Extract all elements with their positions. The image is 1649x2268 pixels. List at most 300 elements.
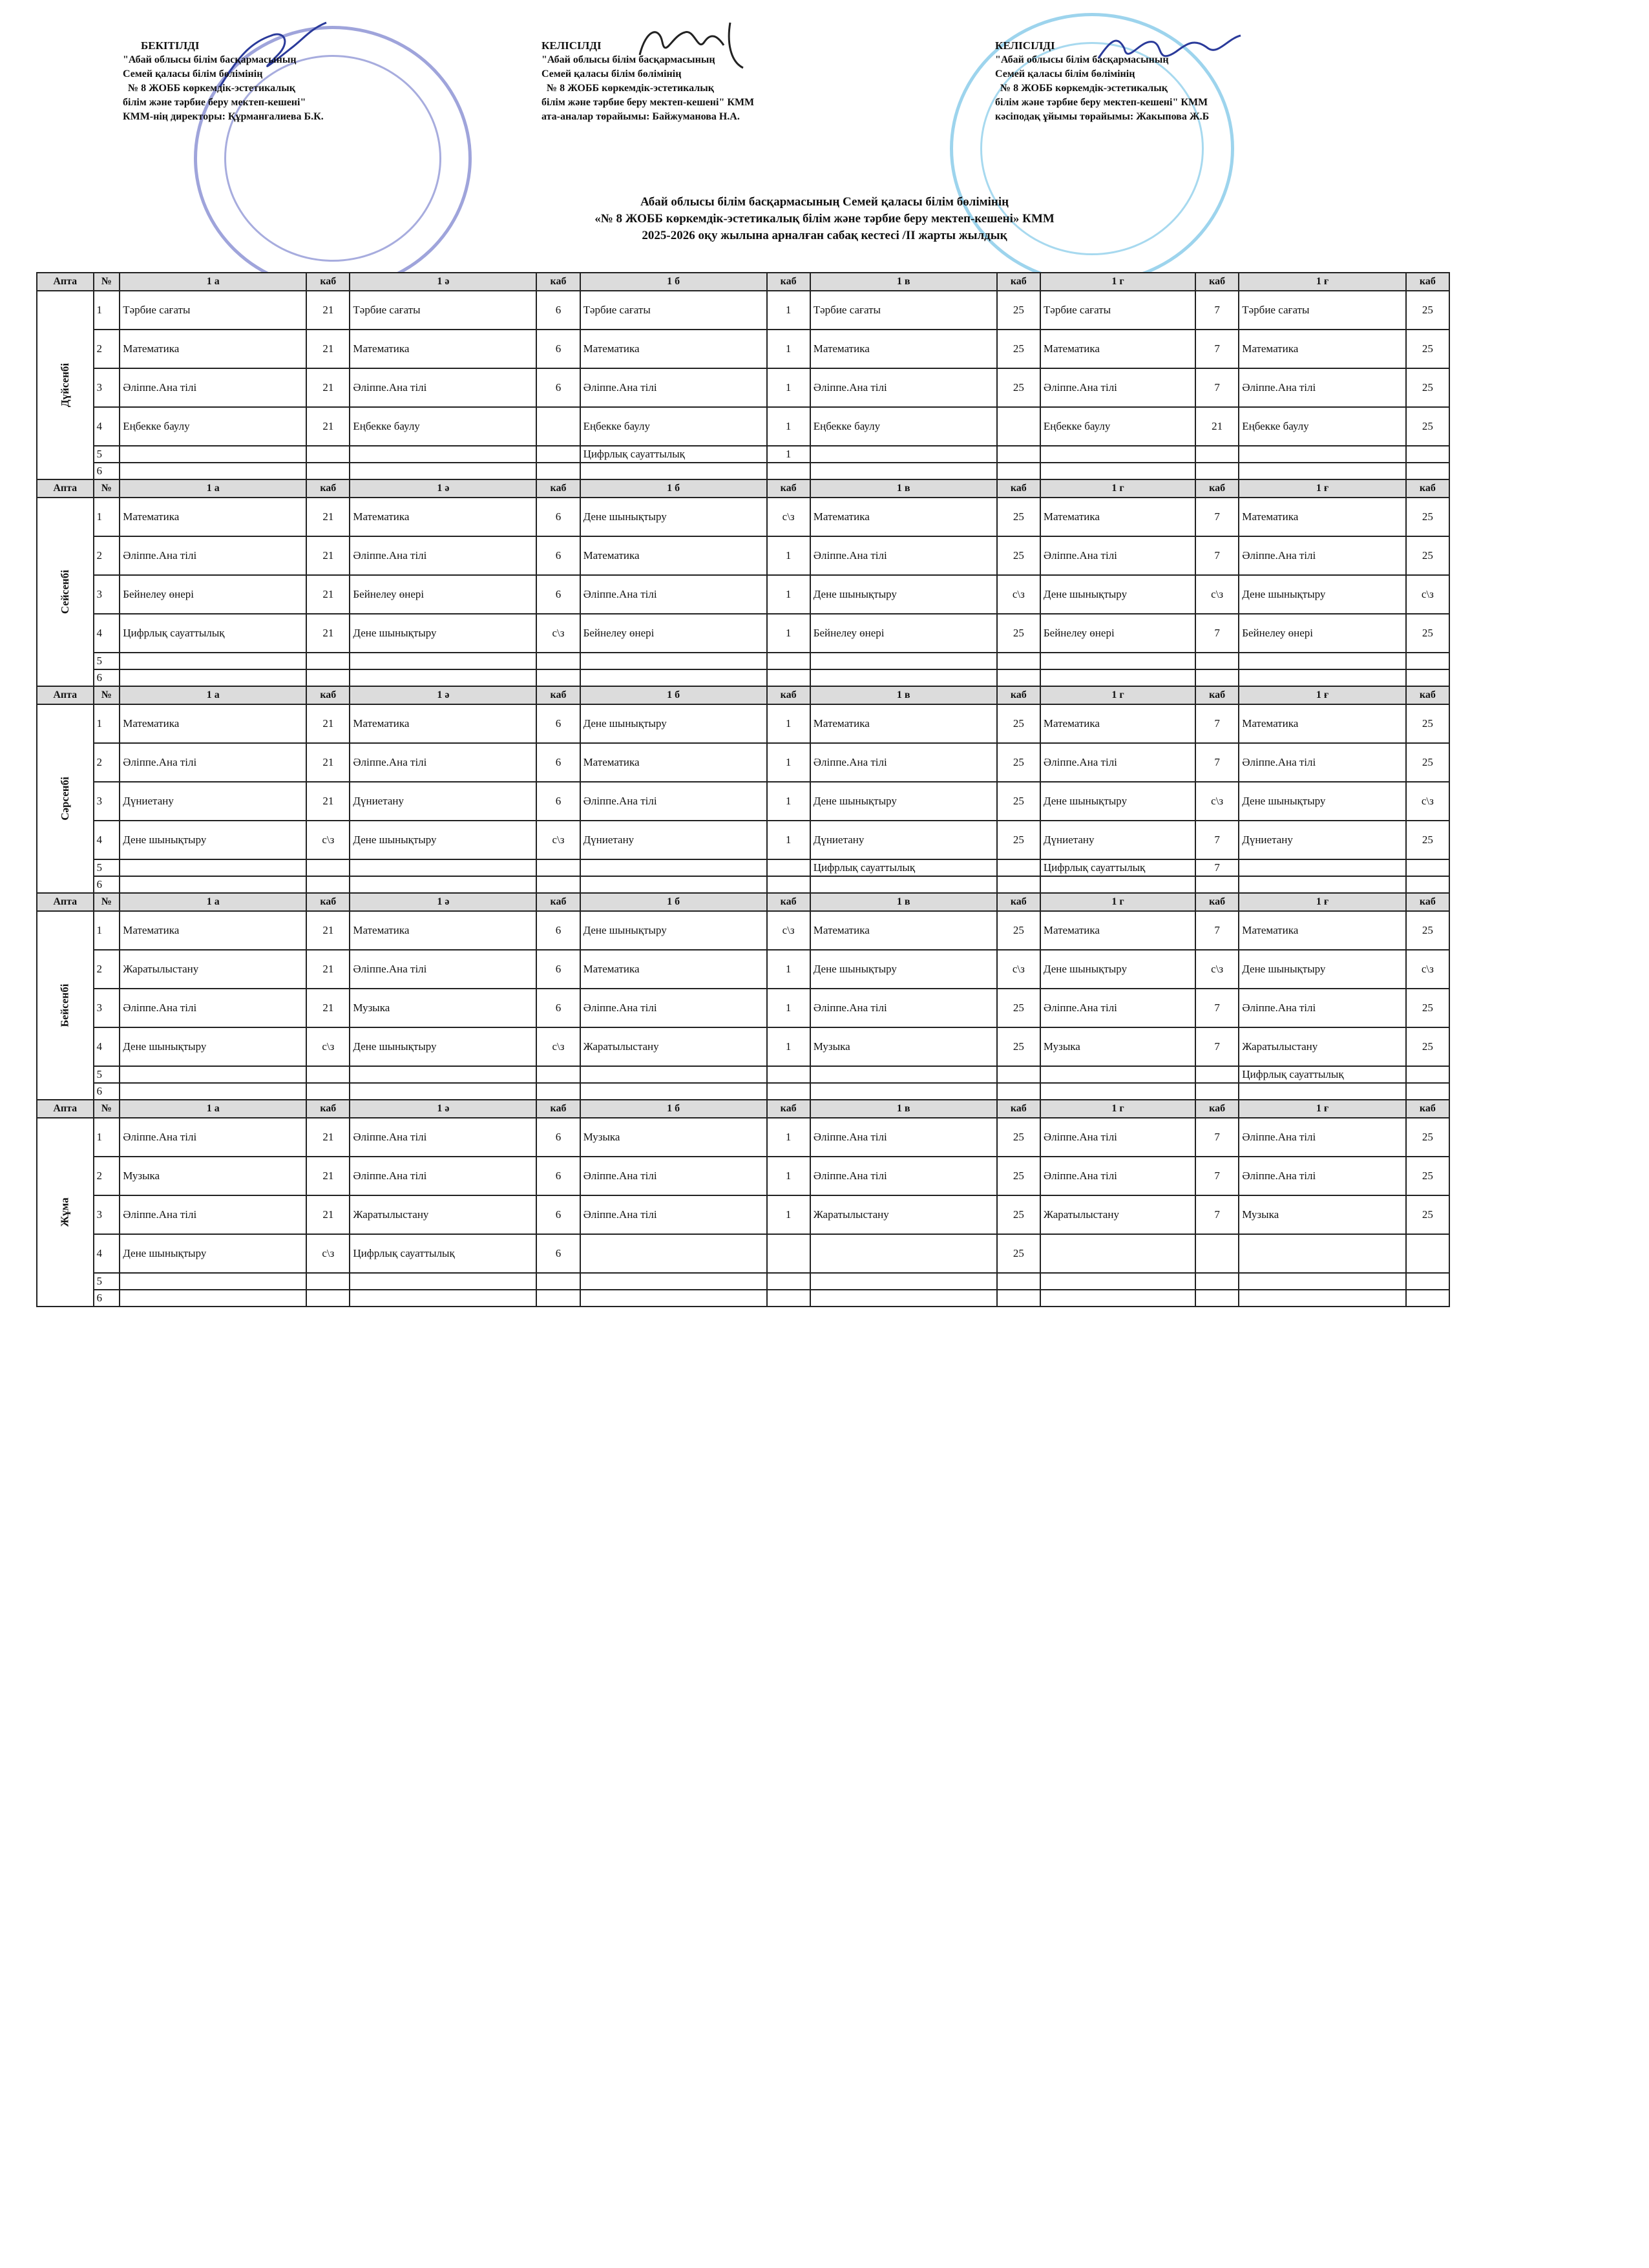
- lesson-number: 5: [94, 653, 120, 669]
- header-row: [37, 893, 1449, 911]
- column-header: 1 б: [580, 479, 767, 498]
- subject-cell: Әліппе.Ана тілі: [120, 536, 306, 575]
- room-cell: 21: [306, 330, 350, 368]
- column-header: 1 ә: [350, 273, 536, 291]
- column-header: Апта: [37, 686, 94, 704]
- room-cell: 7: [1195, 498, 1239, 536]
- subject-cell: Музыка: [350, 989, 536, 1027]
- column-header: каб: [997, 479, 1040, 498]
- column-header: 1 г: [1040, 1100, 1195, 1118]
- subject-cell: Математика: [1239, 704, 1405, 743]
- room-cell: 25: [1406, 704, 1449, 743]
- lesson-row: [37, 743, 1449, 782]
- subject-cell: Дүниетану: [120, 782, 306, 821]
- subject-cell: [580, 1273, 767, 1290]
- room-cell: 6: [536, 704, 580, 743]
- room-cell: 7: [1195, 911, 1239, 950]
- subject-cell: [580, 1290, 767, 1307]
- room-cell: 1: [767, 614, 810, 653]
- column-header: 1 в: [810, 273, 997, 291]
- subject-cell: Әліппе.Ана тілі: [580, 1195, 767, 1234]
- column-header: каб: [767, 479, 810, 498]
- subject-cell: [120, 653, 306, 669]
- room-cell: 1: [767, 575, 810, 614]
- lesson-number: 5: [94, 859, 120, 876]
- room-cell: 6: [536, 950, 580, 989]
- column-header: 1 в: [810, 893, 997, 911]
- column-header: 1 г: [1040, 273, 1195, 291]
- room-cell: 25: [997, 1118, 1040, 1157]
- lesson-row: [37, 1195, 1449, 1234]
- column-header: каб: [1195, 686, 1239, 704]
- subject-cell: Әліппе.Ана тілі: [350, 743, 536, 782]
- subject-cell: Әліппе.Ана тілі: [580, 368, 767, 407]
- lesson-row: [37, 536, 1449, 575]
- subject-cell: Дене шынықтыру: [120, 821, 306, 859]
- subject-cell: Дене шынықтыру: [810, 950, 997, 989]
- subject-cell: [350, 1066, 536, 1083]
- header-row: [37, 479, 1449, 498]
- room-cell: 6: [536, 291, 580, 330]
- day-name: Бейсенбі: [58, 983, 71, 1027]
- subject-cell: Цифрлық сауаттылық: [580, 446, 767, 463]
- subject-cell: [1040, 1066, 1195, 1083]
- subject-cell: Әліппе.Ана тілі: [580, 782, 767, 821]
- room-cell: 21: [306, 536, 350, 575]
- lesson-number: 2: [94, 536, 120, 575]
- room-cell: [1195, 1083, 1239, 1100]
- room-cell: 7: [1195, 989, 1239, 1027]
- lesson-number: 3: [94, 575, 120, 614]
- subject-cell: [350, 876, 536, 893]
- subject-cell: Математика: [810, 498, 997, 536]
- column-header: каб: [536, 1100, 580, 1118]
- subject-cell: Математика: [120, 330, 306, 368]
- approval-line: № 8 ЖОББ көркемдік-эстетикалық: [1000, 83, 1168, 94]
- lesson-row: [37, 1027, 1449, 1066]
- lesson-row: [37, 575, 1449, 614]
- lesson-row: [37, 1273, 1449, 1290]
- subject-cell: Математика: [1239, 911, 1405, 950]
- subject-cell: Әліппе.Ана тілі: [1040, 743, 1195, 782]
- header-row: [37, 686, 1449, 704]
- subject-cell: [810, 876, 997, 893]
- column-header: 1 ә: [350, 1100, 536, 1118]
- subject-cell: Математика: [120, 498, 306, 536]
- approval-line: білім және тәрбие беру мектеп-кешені": [123, 97, 306, 108]
- subject-cell: [1040, 463, 1195, 479]
- room-cell: [1406, 859, 1449, 876]
- subject-cell: Әліппе.Ана тілі: [1239, 743, 1405, 782]
- subject-cell: Дене шынықтыру: [810, 782, 997, 821]
- room-cell: [1406, 1273, 1449, 1290]
- subject-cell: Дүниетану: [810, 821, 997, 859]
- column-header: 1 ә: [350, 686, 536, 704]
- column-header: 1 ғ: [1239, 273, 1405, 291]
- column-header: 1 а: [120, 893, 306, 911]
- room-cell: [767, 1234, 810, 1273]
- subject-cell: Әліппе.Ана тілі: [810, 989, 997, 1027]
- room-cell: [536, 1290, 580, 1307]
- subject-cell: [1239, 876, 1405, 893]
- room-cell: 1: [767, 330, 810, 368]
- column-header: Апта: [37, 479, 94, 498]
- column-header: каб: [1195, 479, 1239, 498]
- room-cell: 25: [1406, 911, 1449, 950]
- approval-line: Семей қаласы білім бөлімінің: [995, 68, 1135, 79]
- column-header: каб: [1195, 1100, 1239, 1118]
- subject-cell: Әліппе.Ана тілі: [120, 368, 306, 407]
- room-cell: с\з: [997, 950, 1040, 989]
- subject-cell: Әліппе.Ана тілі: [1239, 1157, 1405, 1195]
- subject-cell: [1239, 1273, 1405, 1290]
- subject-cell: Дүниетану: [1040, 821, 1195, 859]
- subject-cell: Тәрбие сағаты: [810, 291, 997, 330]
- column-header: каб: [306, 273, 350, 291]
- column-header: 1 б: [580, 893, 767, 911]
- column-header: каб: [997, 1100, 1040, 1118]
- approval-block-parents: [541, 39, 754, 124]
- subject-cell: [580, 653, 767, 669]
- column-header: 1 б: [580, 1100, 767, 1118]
- subject-cell: Дене шынықтыру: [580, 911, 767, 950]
- day-label: [37, 911, 94, 1100]
- subject-cell: [1239, 1234, 1405, 1273]
- subject-cell: Дене шынықтыру: [120, 1027, 306, 1066]
- subject-cell: [120, 1083, 306, 1100]
- subject-cell: Математика: [810, 911, 997, 950]
- subject-cell: Әліппе.Ана тілі: [1040, 989, 1195, 1027]
- room-cell: 25: [997, 989, 1040, 1027]
- subject-cell: Дене шынықтыру: [810, 575, 997, 614]
- subject-cell: Әліппе.Ана тілі: [1239, 1118, 1405, 1157]
- subject-cell: Математика: [120, 704, 306, 743]
- room-cell: 1: [767, 989, 810, 1027]
- column-header: каб: [1406, 273, 1449, 291]
- subject-cell: [1239, 653, 1405, 669]
- approval-title: БЕКІТІЛДІ: [141, 39, 200, 52]
- room-cell: с\з: [767, 498, 810, 536]
- subject-cell: Әліппе.Ана тілі: [580, 989, 767, 1027]
- subject-cell: Бейнелеу өнері: [1239, 614, 1405, 653]
- subject-cell: Математика: [1040, 498, 1195, 536]
- day-label: [37, 704, 94, 893]
- column-header: 1 ғ: [1239, 479, 1405, 498]
- approval-line: "Абай облысы білім басқармасының: [995, 54, 1169, 65]
- day-name: Дүйсенбі: [58, 362, 71, 408]
- room-cell: [536, 859, 580, 876]
- subject-cell: Әліппе.Ана тілі: [120, 743, 306, 782]
- room-cell: [767, 1083, 810, 1100]
- room-cell: 25: [997, 368, 1040, 407]
- subject-cell: Дене шынықтыру: [580, 498, 767, 536]
- room-cell: 25: [1406, 1118, 1449, 1157]
- subject-cell: [810, 669, 997, 686]
- room-cell: [997, 653, 1040, 669]
- subject-cell: [1239, 446, 1405, 463]
- room-cell: 6: [536, 498, 580, 536]
- title-line: Абай облысы білім басқармасының Семей қаласы білім бөлімінің: [640, 195, 1009, 209]
- room-cell: [306, 1290, 350, 1307]
- room-cell: с\з: [1195, 950, 1239, 989]
- room-cell: [1406, 1083, 1449, 1100]
- subject-cell: Тәрбие сағаты: [1040, 291, 1195, 330]
- subject-cell: [120, 463, 306, 479]
- column-header: 1 а: [120, 479, 306, 498]
- subject-cell: Әліппе.Ана тілі: [1239, 989, 1405, 1027]
- room-cell: 1: [767, 743, 810, 782]
- subject-cell: [580, 876, 767, 893]
- subject-cell: [1239, 463, 1405, 479]
- room-cell: [1195, 1234, 1239, 1273]
- room-cell: 1: [767, 782, 810, 821]
- subject-cell: [1239, 1083, 1405, 1100]
- room-cell: 7: [1195, 1195, 1239, 1234]
- subject-cell: Әліппе.Ана тілі: [1040, 1157, 1195, 1195]
- subject-cell: Математика: [350, 911, 536, 950]
- room-cell: [1406, 463, 1449, 479]
- subject-cell: Еңбекке баулу: [1040, 407, 1195, 446]
- column-header: 1 а: [120, 1100, 306, 1118]
- subject-cell: Әліппе.Ана тілі: [810, 1118, 997, 1157]
- room-cell: [1195, 669, 1239, 686]
- column-header: каб: [997, 273, 1040, 291]
- room-cell: [997, 669, 1040, 686]
- lesson-row: [37, 407, 1449, 446]
- column-header: каб: [536, 893, 580, 911]
- lesson-number: 1: [94, 498, 120, 536]
- room-cell: [306, 669, 350, 686]
- column-header: каб: [306, 1100, 350, 1118]
- subject-cell: Дене шынықтыру: [120, 1234, 306, 1273]
- room-cell: с\з: [536, 821, 580, 859]
- title-line: «№ 8 ЖОББ көркемдік-эстетикалық білім және тәрбие беру мектеп-кешені» КММ: [594, 212, 1055, 226]
- subject-cell: Еңбекке баулу: [580, 407, 767, 446]
- subject-cell: Еңбекке баулу: [350, 407, 536, 446]
- room-cell: 21: [1195, 407, 1239, 446]
- subject-cell: [350, 1273, 536, 1290]
- subject-cell: Бейнелеу өнері: [580, 614, 767, 653]
- room-cell: 7: [1195, 368, 1239, 407]
- lesson-number: 6: [94, 463, 120, 479]
- room-cell: [767, 1066, 810, 1083]
- room-cell: [997, 876, 1040, 893]
- subject-cell: [580, 463, 767, 479]
- room-cell: 25: [997, 536, 1040, 575]
- subject-cell: Әліппе.Ана тілі: [1239, 368, 1405, 407]
- lesson-number: 1: [94, 291, 120, 330]
- room-cell: [767, 1273, 810, 1290]
- room-cell: 1: [767, 368, 810, 407]
- column-header: каб: [1406, 686, 1449, 704]
- room-cell: 25: [997, 1157, 1040, 1195]
- subject-cell: Музыка: [810, 1027, 997, 1066]
- approval-line: КММ-нің директоры: Құрманғалиева Б.К.: [123, 111, 324, 122]
- room-cell: 6: [536, 1118, 580, 1157]
- subject-cell: Дене шынықтыру: [1239, 782, 1405, 821]
- subject-cell: Әліппе.Ана тілі: [580, 1157, 767, 1195]
- subject-cell: [810, 463, 997, 479]
- subject-cell: [810, 1066, 997, 1083]
- lesson-row: [37, 1066, 1449, 1083]
- room-cell: [1195, 653, 1239, 669]
- subject-cell: Музыка: [1239, 1195, 1405, 1234]
- subject-cell: [120, 1290, 306, 1307]
- room-cell: [1195, 876, 1239, 893]
- lesson-row: [37, 782, 1449, 821]
- subject-cell: [810, 1083, 997, 1100]
- subject-cell: [1040, 446, 1195, 463]
- subject-cell: Математика: [580, 536, 767, 575]
- subject-cell: [350, 1290, 536, 1307]
- subject-cell: Музыка: [580, 1118, 767, 1157]
- column-header: 1 б: [580, 686, 767, 704]
- subject-cell: Әліппе.Ана тілі: [1040, 1118, 1195, 1157]
- room-cell: 25: [1406, 821, 1449, 859]
- day-label: [37, 498, 94, 686]
- subject-cell: [1040, 653, 1195, 669]
- room-cell: [997, 1273, 1040, 1290]
- lesson-row: [37, 446, 1449, 463]
- subject-cell: Тәрбие сағаты: [120, 291, 306, 330]
- room-cell: 25: [997, 704, 1040, 743]
- column-header: 1 ғ: [1239, 893, 1405, 911]
- day-label: [37, 291, 94, 479]
- lesson-row: [37, 1157, 1449, 1195]
- subject-cell: [1040, 669, 1195, 686]
- subject-cell: [810, 1290, 997, 1307]
- subject-cell: Дене шынықтыру: [350, 821, 536, 859]
- room-cell: [1195, 446, 1239, 463]
- lesson-number: 4: [94, 1027, 120, 1066]
- room-cell: 6: [536, 575, 580, 614]
- subject-cell: Цифрлық сауаттылық: [120, 614, 306, 653]
- room-cell: 6: [536, 1234, 580, 1273]
- subject-cell: Әліппе.Ана тілі: [810, 536, 997, 575]
- subject-cell: Математика: [350, 330, 536, 368]
- column-header: 1 г: [1040, 686, 1195, 704]
- column-header: каб: [306, 479, 350, 498]
- room-cell: 7: [1195, 821, 1239, 859]
- lesson-row: [37, 1083, 1449, 1100]
- room-cell: [536, 1083, 580, 1100]
- room-cell: [1195, 463, 1239, 479]
- room-cell: 21: [306, 704, 350, 743]
- subject-cell: [120, 876, 306, 893]
- room-cell: [1195, 1290, 1239, 1307]
- subject-cell: Әліппе.Ана тілі: [350, 368, 536, 407]
- room-cell: 7: [1195, 1027, 1239, 1066]
- room-cell: 6: [536, 743, 580, 782]
- room-cell: [997, 446, 1040, 463]
- subject-cell: Еңбекке баулу: [1239, 407, 1405, 446]
- subject-cell: Математика: [580, 330, 767, 368]
- room-cell: [767, 463, 810, 479]
- room-cell: [536, 407, 580, 446]
- room-cell: [536, 669, 580, 686]
- column-header: 1 ә: [350, 479, 536, 498]
- column-header: каб: [1195, 893, 1239, 911]
- room-cell: [1195, 1066, 1239, 1083]
- room-cell: 25: [997, 498, 1040, 536]
- room-cell: [767, 653, 810, 669]
- lesson-number: 1: [94, 704, 120, 743]
- approval-line: № 8 ЖОББ көркемдік-эстетикалық: [547, 83, 714, 94]
- room-cell: 6: [536, 1195, 580, 1234]
- subject-cell: [350, 1083, 536, 1100]
- room-cell: [767, 669, 810, 686]
- room-cell: 7: [1195, 1118, 1239, 1157]
- lesson-row: [37, 950, 1449, 989]
- room-cell: [1406, 876, 1449, 893]
- column-header: каб: [767, 273, 810, 291]
- subject-cell: [1239, 669, 1405, 686]
- room-cell: [536, 1066, 580, 1083]
- lesson-row: [37, 1118, 1449, 1157]
- approval-block-approved: [123, 39, 324, 124]
- column-header: 1 а: [120, 273, 306, 291]
- room-cell: 25: [1406, 536, 1449, 575]
- subject-cell: Жаратылыстану: [810, 1195, 997, 1234]
- lesson-number: 3: [94, 1195, 120, 1234]
- day-name: Сәрсенбі: [58, 777, 71, 821]
- subject-cell: Математика: [1239, 498, 1405, 536]
- approval-title: КЕЛІСІЛДІ: [541, 39, 602, 52]
- column-header: каб: [997, 893, 1040, 911]
- room-cell: 21: [306, 950, 350, 989]
- room-cell: [767, 1290, 810, 1307]
- room-cell: 25: [1406, 614, 1449, 653]
- subject-cell: Әліппе.Ана тілі: [350, 1157, 536, 1195]
- subject-cell: Дене шынықтыру: [1040, 950, 1195, 989]
- room-cell: с\з: [1195, 782, 1239, 821]
- subject-cell: [810, 1234, 997, 1273]
- subject-cell: Математика: [810, 330, 997, 368]
- subject-cell: Тәрбие сағаты: [1239, 291, 1405, 330]
- subject-cell: Дене шынықтыру: [350, 614, 536, 653]
- room-cell: 1: [767, 407, 810, 446]
- lesson-row: [37, 330, 1449, 368]
- room-cell: с\з: [306, 821, 350, 859]
- column-header: №: [94, 273, 120, 291]
- document-title: [0, 194, 1649, 244]
- subject-cell: [350, 669, 536, 686]
- room-cell: 25: [997, 821, 1040, 859]
- room-cell: [1406, 1234, 1449, 1273]
- room-cell: с\з: [1406, 575, 1449, 614]
- approval-line: кәсіподақ ұйымы төрайымы: Жакыпова Ж.Б: [995, 111, 1210, 122]
- room-cell: 6: [536, 536, 580, 575]
- approval-line: Семей қаласы білім бөлімінің: [123, 68, 263, 79]
- column-header: №: [94, 686, 120, 704]
- schedule-table: [36, 272, 1450, 1307]
- lesson-row: [37, 1234, 1449, 1273]
- column-header: каб: [536, 479, 580, 498]
- room-cell: [536, 463, 580, 479]
- subject-cell: [580, 1083, 767, 1100]
- column-header: каб: [1406, 893, 1449, 911]
- column-header: 1 ғ: [1239, 686, 1405, 704]
- approval-block-union: [995, 39, 1209, 124]
- room-cell: 25: [1406, 291, 1449, 330]
- room-cell: [306, 446, 350, 463]
- subject-cell: Бейнелеу өнері: [1040, 614, 1195, 653]
- column-header: каб: [767, 686, 810, 704]
- subject-cell: Дене шынықтыру: [580, 704, 767, 743]
- subject-cell: [350, 653, 536, 669]
- subject-cell: Цифрлық сауаттылық: [1239, 1066, 1405, 1083]
- approval-line: № 8 ЖОББ көркемдік-эстетикалық: [128, 83, 295, 94]
